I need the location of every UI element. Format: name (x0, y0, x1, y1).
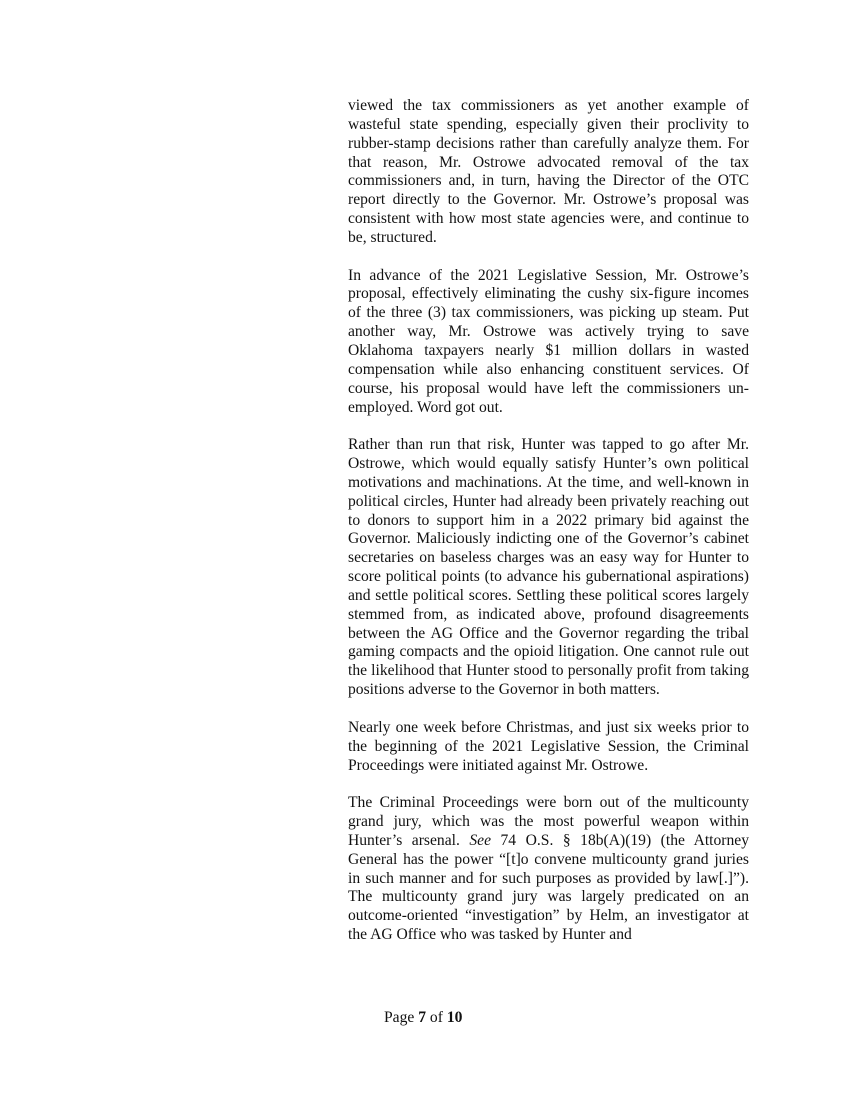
page-label: Page (384, 1009, 415, 1026)
paragraph-3: Rather than run that risk, Hunter was tapped to go after Mr. Ostrowe, which would equally satisfy Hunter’s own political motivations and machinations. At the time, and well-known in political circles, Hunter had already been privately reaching out to donors to support him in a 2022 primary bid against the Governor. Maliciously indicting one of the Governor’s cabinet secretaries on baseless charges was an easy way for Hunter to score political points (to advance his gubernational aspirations) and settle political scores. Settling these political scores largely stemmed from, as indicated above, profound disagreements between the AG Office and the Governor regarding the tribal gaming compacts and the opioid litigation. One cannot rule out the likelihood that Hunter stood to personally profit from taking positions adverse to the Governor in both matters. (348, 436, 749, 699)
current-page-number: 7 (418, 1009, 427, 1026)
paragraph-1: viewed the tax commissioners as yet another example of wasteful state spending, especially given their proclivity to rubber-stamp decisions rather than carefully analyze them. For that reason, Mr. Ostrowe advocated removal of the tax commissioners and, in turn, having the Director of the OTC report directly to the Governor. Mr. Ostrowe’s proposal was consistent with how most state agencies were, and continue to be, structured. (348, 97, 749, 246)
paragraph-5-start: The Criminal Proceedings were born out of the multicounty grand jury, which was the most powerful weapon within Hunter’s arsenal. (348, 794, 749, 849)
paragraph-4: Nearly one week before Christmas, and just six weeks prior to the beginning of the 2021 Legislative Session, the Criminal Proceedings were initiated against Mr. Ostrowe. (348, 718, 749, 774)
page-number-footer (384, 1008, 462, 1028)
of-label: of (429, 1009, 443, 1026)
total-pages-number: 10 (446, 1009, 463, 1026)
document-body (348, 97, 749, 945)
citation-signal: See (469, 831, 491, 849)
paragraph-5-rest: 74 O.S. § 18b(A)(19) (the Attorney General has the power “[t]o convene multicounty grand juries in such manner and for such purposes as provided by law[.]”). The multicounty grand jury was largely predicated on an outcome-oriented “investigation” by Helm, an investigator at the AG Office who was tasked by Hunter and (348, 831, 749, 944)
paragraph-2: In advance of the 2021 Legislative Session, Mr. Ostrowe’s proposal, effectively eliminating the cushy six-figure incomes of the three (3) tax commissioners, was picking up steam. Put another way, Mr. Ostrowe was actively trying to save Oklahoma taxpayers nearly $1 million dollars in wasted compensation while also enhancing constituent services. Of course, his proposal would have left the commissioners un-employed. Word got out. (348, 266, 749, 416)
paragraph-5 (348, 794, 749, 945)
